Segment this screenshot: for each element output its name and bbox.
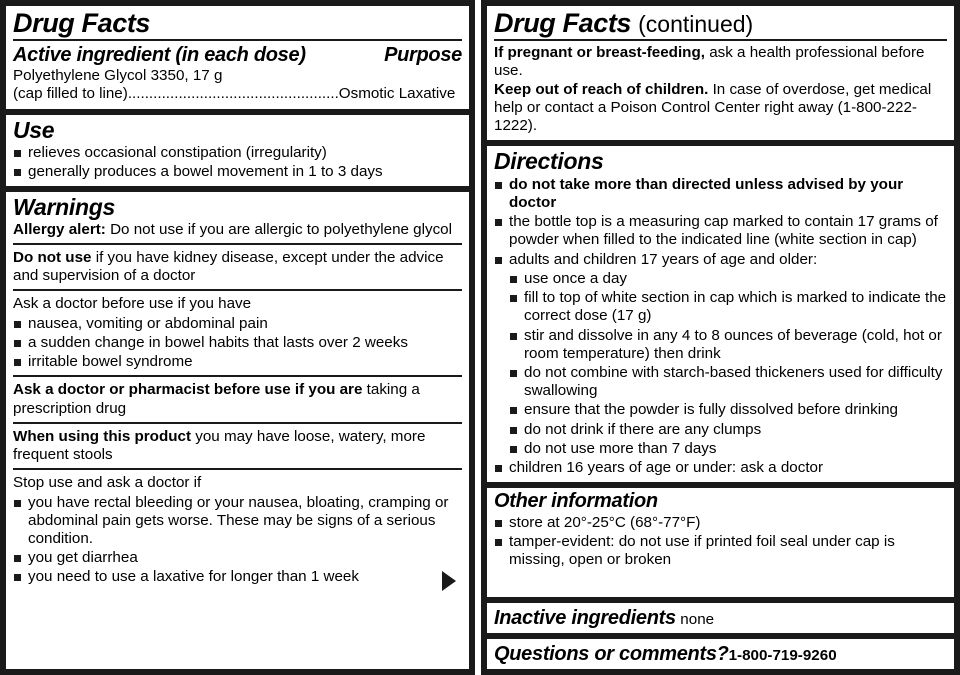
- list-item: nausea, vomiting or abdominal pain: [13, 315, 462, 333]
- stop-use-heading: Stop use and ask a doctor if: [13, 474, 202, 492]
- when-using-label: When using this product: [13, 427, 192, 445]
- list-item: a sudden change in bowel habits that lasts over 2 weeks: [13, 334, 462, 352]
- allergy-alert-line: [13, 221, 462, 239]
- do-not-use-text: if you have kidney disease, except under the advice and supervision of a doctor: [13, 248, 444, 285]
- stop-use-bullet-list: [13, 494, 462, 587]
- inactive-ingredients-block: [487, 603, 954, 633]
- right-panel-stack: [481, 0, 960, 675]
- keep-out-label: Keep out of reach of children.: [494, 80, 709, 98]
- other-information-bullet-list: [494, 514, 947, 570]
- ask-doctor-heading: Ask a doctor before use if you have: [13, 295, 252, 313]
- title-rule: [13, 39, 462, 41]
- list-item: tamper-evident: do not use if printed foil seal under cap is missing, open or broken: [494, 533, 947, 569]
- directions-sub-bullet-list: [509, 270, 947, 458]
- drug-facts-continued-block: [487, 6, 954, 140]
- list-item: you have rectal bleeding or your nausea, bloating, cramping or abdominal pain gets worse. These may be signs of a serious condition.: [13, 494, 462, 549]
- use-bullet-list: [13, 144, 462, 181]
- warnings-rule-2: [13, 289, 462, 291]
- other-information-title: Other information: [494, 490, 658, 513]
- keep-out-text: In case of overdose, get medical help or contact a Poison Control Center right away (1-800-222-1222).: [494, 80, 932, 135]
- drug-facts-block: [6, 6, 469, 109]
- page-title: Drug Facts: [13, 8, 151, 38]
- pregnant-text: ask a health professional before use.: [494, 44, 925, 80]
- inactive-ingredients-value: none: [680, 611, 715, 628]
- warnings-rule-4: [13, 422, 462, 424]
- list-item: children 16 years of age or under: ask a doctor: [494, 459, 947, 477]
- right-column: [478, 0, 960, 675]
- purpose-value: Osmotic Laxative: [338, 85, 456, 103]
- list-item: stir and dissolve in any 4 to 8 ounces of beverage (cold, hot or room temperature) then drink: [509, 327, 947, 363]
- list-item: generally produces a bowel movement in 1 to 3 days: [13, 163, 462, 181]
- pregnant-line: [494, 44, 947, 80]
- list-item: you need to use a laxative for longer than 1 week: [13, 568, 462, 586]
- use-title: Use: [13, 116, 55, 143]
- list-item: fill to top of white section in cap which is marked to indicate the correct dose (17 g): [509, 289, 947, 325]
- do-not-use-line: [13, 249, 462, 285]
- ask-doctor-bullet-list: [13, 315, 462, 372]
- continued-title-rule: [494, 39, 947, 41]
- warnings-title: Warnings: [13, 194, 115, 221]
- directions-block: [487, 146, 954, 482]
- list-item: use once a day: [509, 270, 947, 288]
- list-item: store at 20°-25°C (68°-77°F): [494, 514, 947, 532]
- left-panel-stack: [0, 0, 475, 675]
- other-information-block: [487, 488, 954, 597]
- list-item: [494, 251, 947, 459]
- questions-block: [487, 639, 954, 669]
- active-ingredient-line2: [13, 85, 462, 108]
- warnings-rule-5: [13, 468, 462, 470]
- ask-pharmacist-label: Ask a doctor or pharmacist before use if you are: [13, 381, 363, 399]
- list-item: you get diarrhea: [13, 549, 462, 567]
- list-item: do not combine with starch-based thickeners used for difficulty swallowing: [509, 364, 947, 400]
- active-ingredient-heading: Active ingredient (in each dose): [13, 44, 306, 67]
- list-item-label: adults and children 17 years of age and older:: [509, 250, 818, 268]
- pregnant-label: If pregnant or breast-feeding,: [494, 44, 705, 62]
- dot-leader: ..................................................: [127, 85, 339, 103]
- inactive-ingredients-title: Inactive ingredients: [494, 607, 676, 629]
- left-column: [0, 0, 478, 675]
- continued-label: (continued): [638, 11, 754, 37]
- list-item: do not use more than 7 days: [509, 440, 947, 458]
- allergy-alert-label: Allergy alert:: [13, 220, 106, 238]
- directions-bullet-list: [494, 176, 947, 478]
- ingredient-line2-text: (cap filled to line): [13, 85, 128, 103]
- when-using-text: you may have loose, watery, more frequent stools: [13, 427, 426, 464]
- active-ingredient-heading-row: [13, 44, 462, 67]
- questions-title: Questions or comments?: [494, 643, 729, 665]
- keep-out-line: [494, 81, 947, 136]
- inactive-ingredients-line: [494, 607, 947, 630]
- continued-title-main: Drug Facts: [494, 8, 632, 38]
- warnings-rule-1: [13, 243, 462, 245]
- allergy-alert-text: Do not use if you are allergic to polyethylene glycol: [110, 220, 453, 238]
- list-item: do not drink if there are any clumps: [509, 421, 947, 439]
- continued-title: [494, 9, 947, 38]
- questions-line: [494, 643, 947, 666]
- list-item: do not take more than directed unless advised by your doctor: [494, 176, 947, 212]
- purpose-heading: Purpose: [384, 44, 462, 67]
- active-ingredient-line1: Polyethylene Glycol 3350, 17 g: [13, 67, 223, 85]
- directions-title: Directions: [494, 148, 604, 175]
- list-item: the bottle top is a measuring cap marked to contain 17 grams of powder when filled to the indicated line (white section in cap): [494, 213, 947, 249]
- when-using-line: [13, 428, 462, 464]
- list-item: irritable bowel syndrome: [13, 353, 462, 371]
- ask-pharmacist-line: [13, 381, 462, 417]
- list-item: ensure that the powder is fully dissolved before drinking: [509, 401, 947, 419]
- ask-pharmacist-text: taking a prescription drug: [13, 381, 420, 417]
- warnings-block: [6, 192, 469, 669]
- list-item: relieves occasional constipation (irregularity): [13, 144, 462, 162]
- warnings-rule-3: [13, 375, 462, 377]
- questions-phone[interactable]: 1-800-719-9260: [728, 647, 837, 664]
- do-not-use-label: Do not use: [13, 248, 92, 266]
- use-block: [6, 115, 469, 187]
